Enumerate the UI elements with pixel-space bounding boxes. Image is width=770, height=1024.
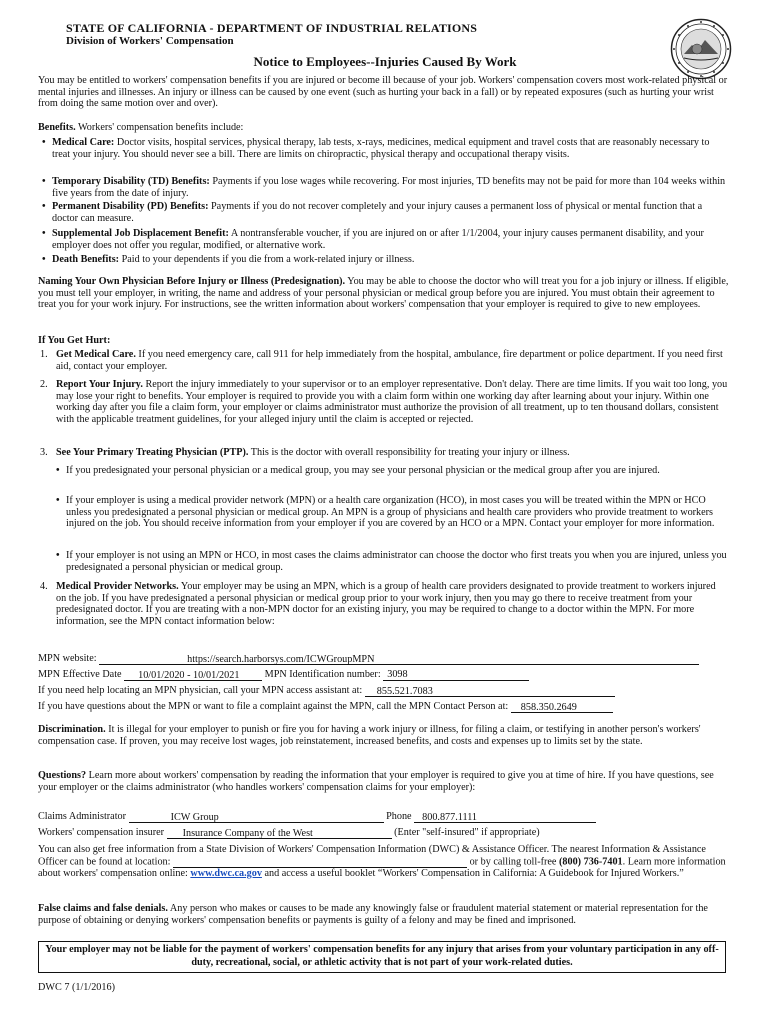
bullet-icon: •	[42, 201, 46, 212]
step-item	[40, 447, 728, 459]
benefits-heading: Benefits.	[38, 122, 76, 133]
state-seal-icon	[670, 18, 732, 80]
division-heading: Division of Workers' Compensation	[66, 35, 234, 47]
step-number: 3.	[40, 447, 48, 458]
step-label: Report Your Injury.	[56, 379, 143, 390]
benefit-label: Supplemental Job Displacement Benefit:	[52, 228, 229, 239]
mpn-id-label: MPN Identification number:	[264, 669, 381, 680]
questions-paragraph	[38, 770, 730, 793]
benefit-item	[42, 201, 728, 224]
bullet-icon: •	[42, 254, 46, 265]
mpn-assistant-field[interactable]: 855.521.7083	[365, 686, 615, 697]
bullet-icon: •	[42, 228, 46, 239]
benefit-item	[42, 228, 728, 251]
form-number: DWC 7 (1/1/2016)	[38, 982, 115, 993]
dwc-website-link[interactable]: www.dwc.ca.gov	[190, 867, 262, 879]
claims-admin-field[interactable]: ICW Group	[129, 812, 384, 823]
predesignation-paragraph	[38, 276, 730, 311]
step-item	[40, 349, 728, 372]
benefits-lead-text: Workers' compensation benefits include:	[75, 122, 244, 133]
step-label: See Your Primary Treating Physician (PTP).	[56, 447, 249, 458]
bullet-icon: •	[56, 465, 60, 476]
or-by-text: or by	[469, 856, 491, 867]
questions-text: Learn more about workers' compensation by reading the information that your employer is required to give you at time of hire. If you have questions, see your employer or the claims administrator (who handles workers' compensation claims for your employer):	[38, 770, 714, 793]
step-text: If you need emergency care, call 911 for help immediately from the hospital, ambulance, fire department or police department. If you need first aid, contact your employer.	[56, 349, 723, 372]
discrimination-heading: Discrimination.	[38, 724, 106, 735]
ptp-bullet-text: If you predesignated your personal physician or a medical group, you may see your personal physician or the medical group after you are injured.	[66, 465, 660, 476]
step-text: This is the doctor with overall responsibility for treating your injury or illness.	[248, 447, 570, 458]
page-title: Notice to Employees--Injuries Caused By Work	[253, 54, 517, 69]
phone-field[interactable]: 800.877.1111	[414, 812, 596, 823]
phone-label: Phone	[386, 811, 412, 822]
discrimination-text: It is illegal for your employer to punish or fire you for having a work injury or illness, for filing a claim, or testifying in another person's workers' compensation case. If proven, you may receive lost wages, job reinstatement, increased benefits, and costs and expenses up to limits set by the state.	[38, 724, 701, 747]
benefits-lead	[38, 122, 730, 134]
step-number: 1.	[40, 349, 48, 360]
benefit-label: Temporary Disability (TD) Benefits:	[52, 176, 210, 187]
calling-text: calling toll-free	[493, 856, 559, 867]
mpn-assistant-label: If you need help locating an MPN physician, call your MPN access assistant at:	[38, 685, 363, 696]
booklet-text: and access a useful booklet “Workers' Compensation in California: A Guidebook for Injured Workers.”	[261, 867, 684, 879]
dwc-info-paragraph	[38, 844, 730, 879]
benefit-text: Payments if you do not recover completely and your injury causes a permanent loss of physical or mental function that a doctor can measure.	[52, 201, 703, 224]
benefit-text: Paid to your dependents if you die from a work-related injury or illness.	[119, 254, 415, 265]
mpn-contact-field[interactable]: 858.350.2649	[511, 702, 613, 713]
mpn-contact-row	[38, 701, 613, 713]
intro-paragraph: You may be entitled to workers' compensation benefits if you are injured or become ill because of your job. Workers' compensation covers most work-related physical or mental injuries and illnesses. An injury or illness can be caused by one event (such as hurting your back in a fall) or by repeated exposures (such as hurting your wrist from doing the same motion over and over).	[38, 75, 728, 110]
benefit-item	[42, 137, 728, 160]
ptp-bullet	[56, 550, 728, 573]
step-text: Your employer may be using an MPN, which is a group of health care providers designated to provide treatment to workers injured on the job. If you have predesignated a personal physician or medical group prior to your work injury, then you may go there to receive treatment from your predesignated doctor. If you are treating with a non-MPN doctor for an existing injury, you may be required to change to a doctor within the MPN. For more information, see the MPN contact information below:	[56, 581, 716, 627]
ptp-bullet	[56, 495, 728, 530]
benefit-text: A nontransferable voucher, if you are injured on or after 1/1/2004, your injury causes permanent disability, and your employer does not offer you regular, modified, or alternative work.	[52, 228, 704, 251]
predesignation-text: You may be able to choose the doctor who will treat you for a job injury or illness. If eligible, you must tell your employer, in writing, the name and address of your personal physician or medical group before you are injured. You must obtain their agreement to treat you for your work injury. For instructions, see the written information about workers' compensation that your employer is required to give to new employees.	[38, 276, 729, 311]
false-claims-text: Any person who makes or causes to be made any knowingly false or fraudulent material statement or material representation for the purpose of obtaining or denying workers' compensation benefits or payments is guilty of a felony and may be fined and imprisoned.	[38, 903, 708, 926]
if-hurt-heading: If You Get Hurt:	[38, 335, 111, 346]
false-claims-heading: False claims and false denials.	[38, 903, 168, 914]
discrimination-paragraph	[38, 724, 730, 747]
bullet-icon: •	[56, 495, 60, 506]
step-number: 2.	[40, 379, 48, 390]
benefit-text: Payments if you lose wages while recovering. For most injuries, TD benefits may not be paid for more than 104 weeks within five years from the date of injury.	[52, 176, 726, 199]
mpn-effective-field[interactable]: 10/01/2020 - 10/01/2021	[124, 670, 262, 681]
step-number: 4.	[40, 581, 48, 592]
false-claims-paragraph	[38, 903, 730, 926]
benefit-text: Doctor visits, hospital services, physical therapy, lab tests, x-rays, medicines, medical equipment and travel costs that are reasonably necessary to treat your injury. You should never see a bill. There are limits on chiropractic, physical therapy and occupational therapy visits.	[52, 137, 710, 160]
ptp-bullet-text: If your employer is using a medical provider network (MPN) or a health care organization (HCO), in most cases you will be treated within the MPN or HCO unless you predesignated a personal physician or medical group. An MPN is a group of physicians and health care providers who provide treatment to workers injured on the job. You should receive information from your employer if you are covered by an HCO or a MPN. Contact your employer for more information.	[66, 495, 715, 530]
mpn-contact-label: If you have questions about the MPN or want to file a complaint against the MPN, call the MPN Contact Person at:	[38, 701, 509, 712]
liability-notice-box: Your employer may not be liable for the payment of workers' compensation benefits for any injury that arises from your voluntary participation in any off-duty, recreational, social, or athletic activity that is not part of your work-related duties.	[38, 941, 726, 973]
mpn-assistant-row	[38, 685, 615, 697]
step-item	[40, 581, 728, 627]
ptp-bullet	[56, 465, 728, 477]
bullet-icon: •	[42, 137, 46, 148]
benefit-label: Permanent Disability (PD) Benefits:	[52, 201, 209, 212]
benefit-item	[42, 254, 728, 266]
dwc-phone: (800) 736-7401	[558, 856, 623, 867]
insurer-row	[38, 827, 540, 839]
insurer-note: (Enter "self-insured" if appropriate)	[394, 827, 540, 838]
online-text: . Learn more information about workers' compensation online:	[38, 856, 726, 879]
mpn-website-field[interactable]: https://search.harborsys.com/ICWGroupMPN	[99, 654, 699, 665]
claims-admin-label: Claims Administrator	[38, 811, 127, 822]
step-label: Get Medical Care.	[56, 349, 136, 360]
predesignation-heading: Naming Your Own Physician Before Injury or Illness (Predesignation).	[38, 276, 346, 287]
mpn-id-field[interactable]: 3098	[383, 669, 529, 681]
mpn-website-row	[38, 653, 699, 665]
benefit-label: Death Benefits:	[52, 254, 120, 265]
mpn-website-label: MPN website:	[38, 653, 97, 664]
benefit-label: Medical Care:	[52, 137, 115, 148]
step-label: Medical Provider Networks.	[56, 581, 179, 592]
step-item	[40, 379, 728, 425]
location-field[interactable]	[173, 856, 467, 868]
mpn-effective-label: MPN Effective Date	[38, 669, 122, 680]
agency-heading: STATE OF CALIFORNIA - DEPARTMENT OF INDUSTRIAL RELATIONS	[66, 21, 478, 35]
claims-admin-row	[38, 811, 596, 823]
questions-heading: Questions?	[38, 770, 87, 781]
benefit-item	[42, 176, 728, 199]
mpn-effective-row	[38, 669, 529, 681]
insurer-label: Workers' compensation insurer	[38, 827, 165, 838]
step-text: Report the injury immediately to your supervisor or to an employer representative. Don't delay. There are time limits. If you wait too long, you may lose your right to benefits. Your employer is required to provide you with a claim form within one working day after learning about your injury. Within one working day after you file a claim form, your employer or claims administrator must authorize the provision of all treatment, up to ten thousand dollars, consistent with the applicable treatment guidelines, for your alleged injury until the claim is accepted or rejected.	[56, 379, 728, 425]
bullet-icon: •	[42, 176, 46, 187]
dwc-info-text: You can also get free information from a State Division of Workers' Compensation Information (DWC) & Assistance Officer. The nearest Information & Assistance Officer can be found at location:	[38, 844, 706, 867]
insurer-field[interactable]: Insurance Company of the West	[167, 828, 392, 839]
bullet-icon: •	[56, 550, 60, 561]
ptp-bullet-text: If your employer is not using an MPN or HCO, in most cases the claims administrator can choose the doctor who first treats you when you are injured, unless you predesignated a personal physician or medical group.	[66, 550, 727, 573]
